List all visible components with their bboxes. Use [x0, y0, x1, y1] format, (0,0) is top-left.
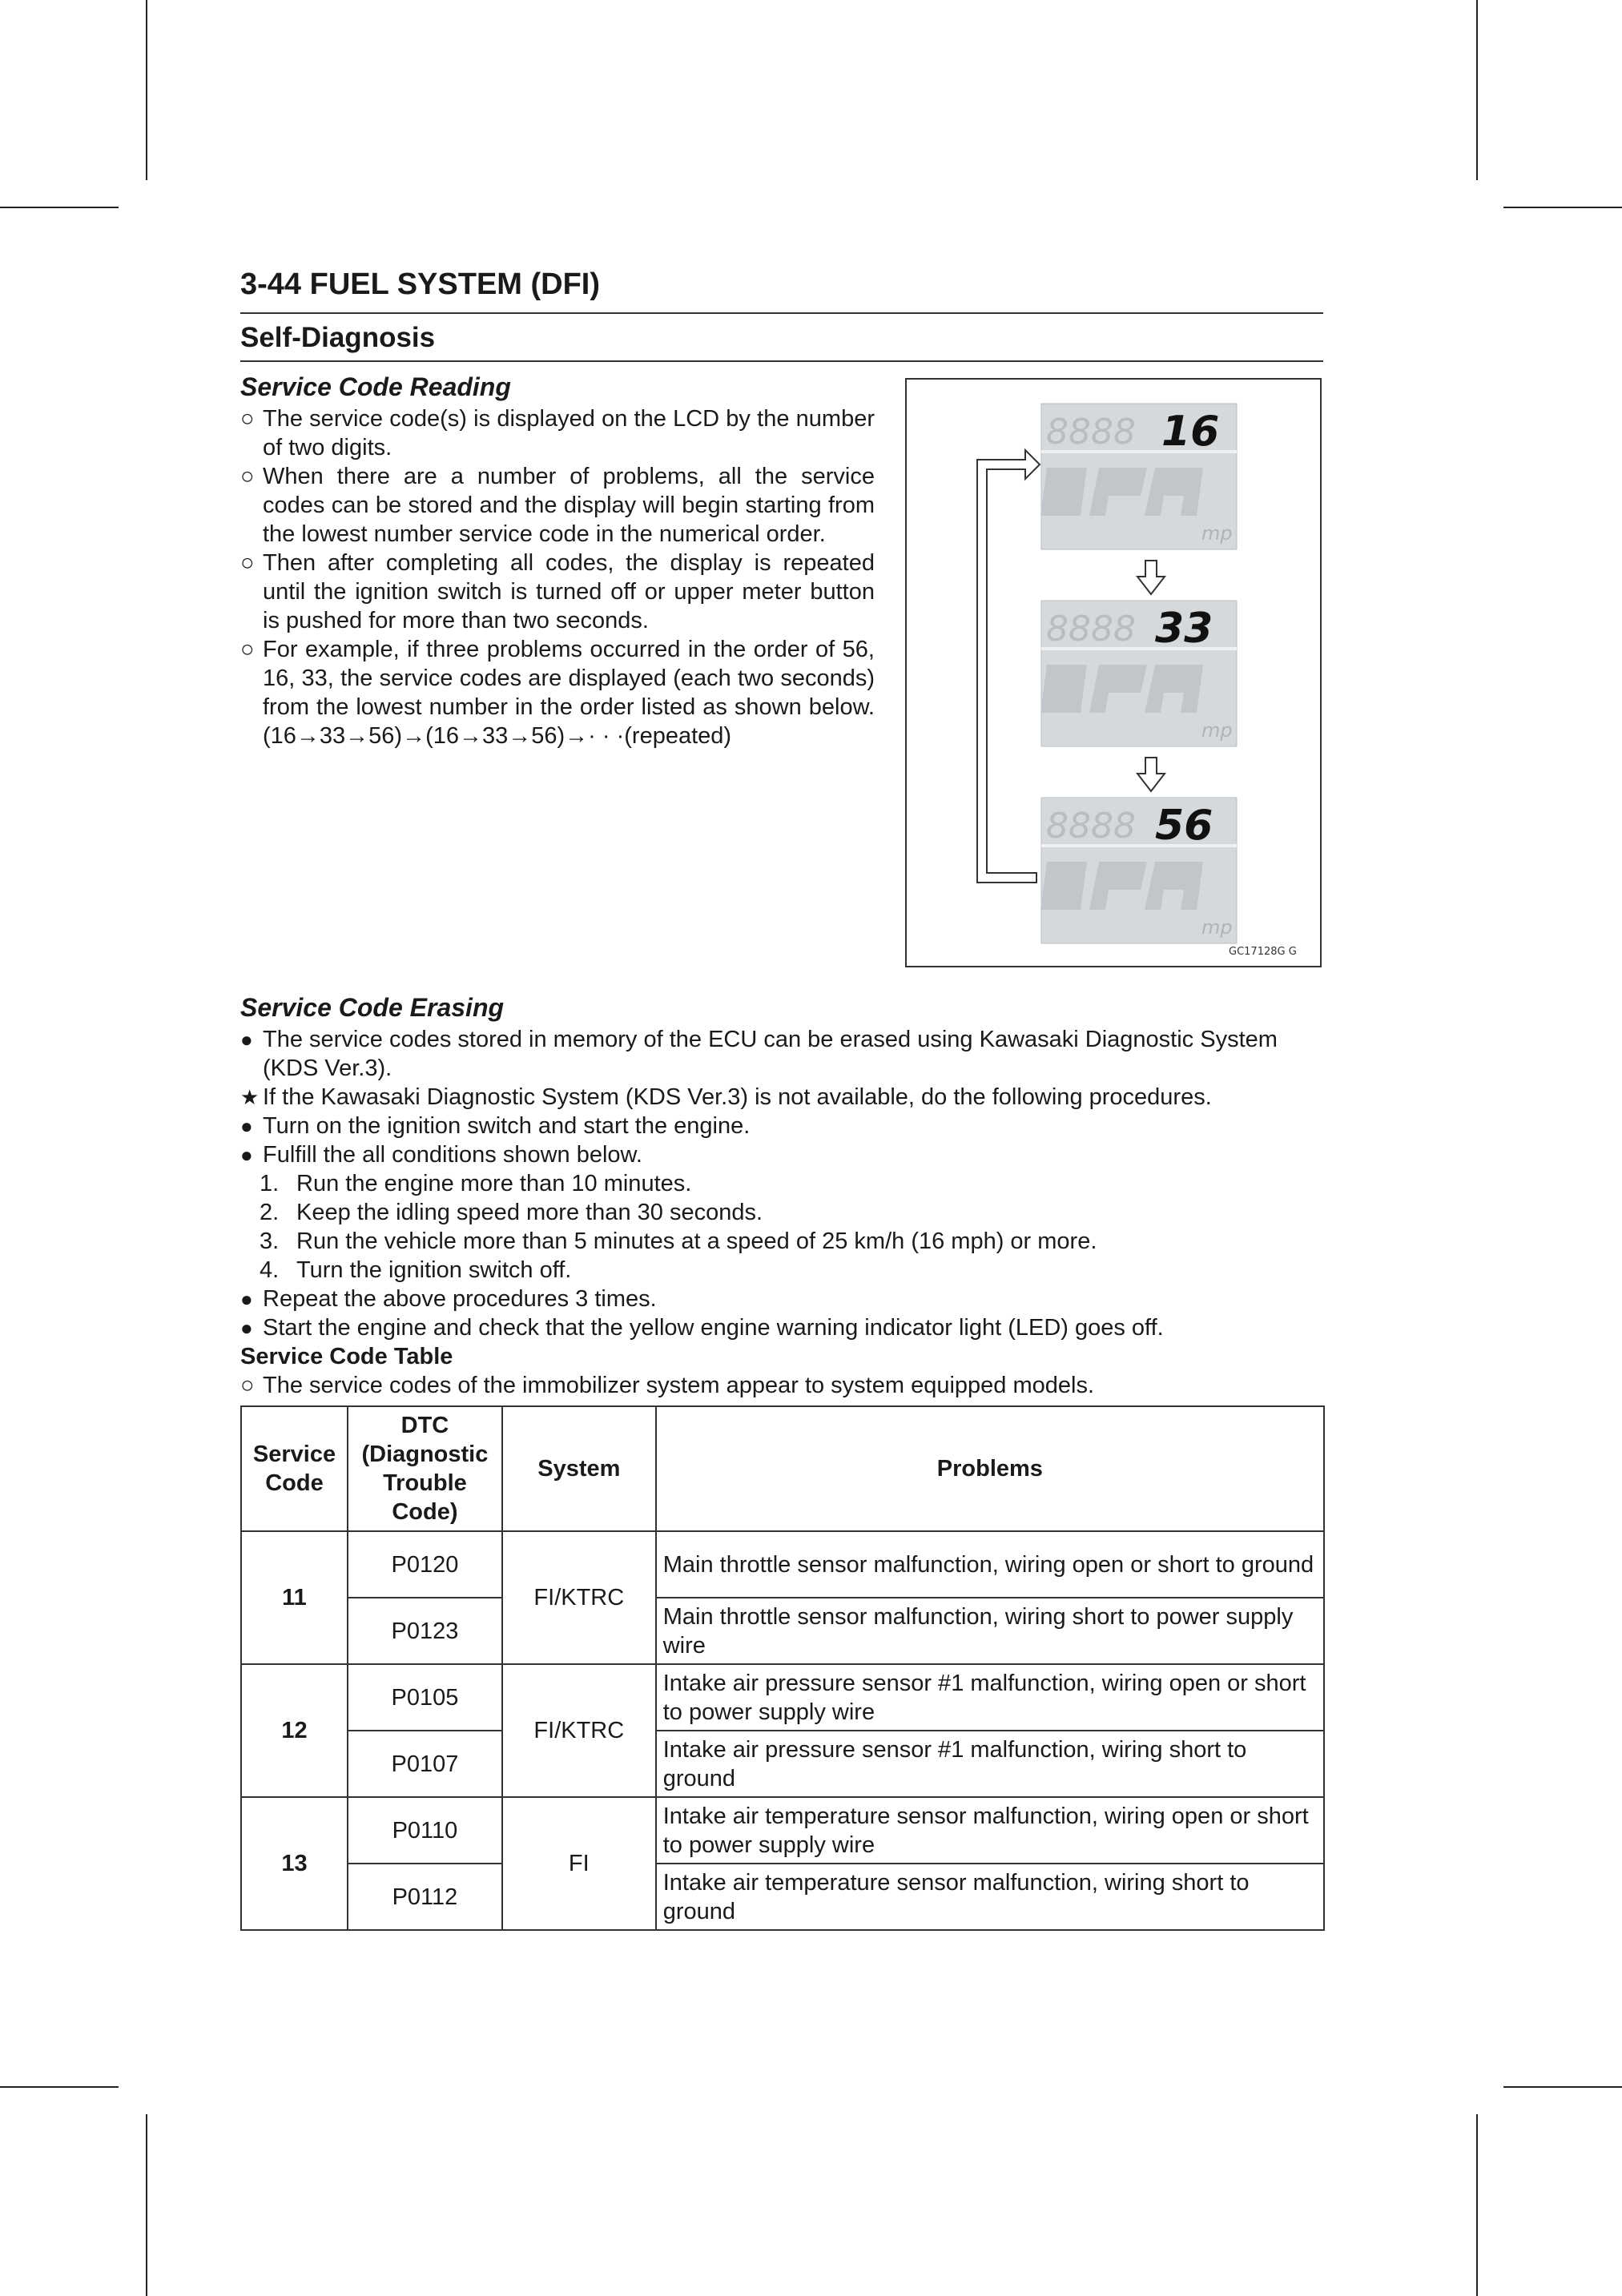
- reading-heading: Service Code Reading: [240, 372, 511, 401]
- service-code-56: 56: [1155, 802, 1213, 850]
- erasing-heading: Service Code Erasing: [240, 993, 505, 1022]
- lcd-panel: [1040, 601, 1237, 746]
- dtc-cell: P0105: [348, 1664, 502, 1731]
- lcd-sequence-figure: [905, 378, 1322, 967]
- list-item: ★ If the Kawasaki Diagnostic System (KDS Ver.3) is not available, do the following procedures.: [240, 1084, 1212, 1110]
- repeat-loop-arrow-icon: [977, 450, 1040, 883]
- down-arrow-icon: [1137, 561, 1165, 594]
- service-code-cell: 11: [241, 1531, 348, 1664]
- chapter-title: 3-44 FUEL SYSTEM (DFI): [240, 264, 1323, 314]
- lcd-panel: [1040, 798, 1237, 943]
- system-cell: FI/KTRC: [502, 1531, 656, 1664]
- page-header: [240, 264, 1323, 362]
- column-header: Problems: [656, 1406, 1324, 1531]
- svg-text:mp: mp: [1201, 522, 1233, 545]
- problem-cell: Main throttle sensor malfunction, wiring short to power supply wire: [656, 1598, 1324, 1664]
- down-arrow-icon: [1137, 758, 1165, 791]
- dtc-cell: P0112: [348, 1864, 502, 1930]
- table-heading: Service Code Table: [240, 1344, 453, 1369]
- crop-mark: [0, 2086, 119, 2088]
- list-item: ● Fulfill the all conditions shown below.: [240, 1142, 642, 1168]
- list-item: ● The service codes stored in memory of the ECU can be erased using Kawasaki Diagnostic System (KDS Ver.3).: [240, 1027, 1278, 1081]
- list-item: ● Start the engine and check that the yellow engine warning indicator light (LED) goes off.: [240, 1315, 1164, 1341]
- reading-paragraph: ○ Then after completing all codes, the display is repeated until the ignition switch is turned off or upper meter button is pushed for more than two seconds.: [240, 550, 875, 633]
- system-cell: FI: [502, 1797, 656, 1930]
- svg-text:8888: 8888: [1046, 609, 1136, 649]
- service-code-table: [240, 1405, 1325, 1931]
- numbered-step: 4. Turn the ignition switch off.: [260, 1257, 572, 1283]
- dtc-cell: P0107: [348, 1731, 502, 1797]
- table-row: [241, 1598, 1324, 1664]
- numbered-step: 2. Keep the idling speed more than 30 seconds.: [260, 1200, 763, 1225]
- crop-mark: [1503, 207, 1622, 208]
- numbered-step: 1. Run the engine more than 10 minutes.: [260, 1171, 692, 1196]
- table-header-row: [241, 1406, 1324, 1531]
- crop-mark: [146, 0, 147, 180]
- crop-mark: [146, 2114, 147, 2296]
- lcd-sequence-diagram: [907, 380, 1320, 966]
- figure-code: GC17128G G: [1229, 946, 1297, 958]
- table-row: [241, 1531, 1324, 1598]
- service-code-cell: 13: [241, 1797, 348, 1930]
- column-header: DTC (Diagnostic Trouble Code): [348, 1406, 502, 1531]
- crop-mark: [1503, 2086, 1622, 2088]
- table-row: [241, 1797, 1324, 1864]
- svg-text:8888: 8888: [1046, 412, 1136, 452]
- problem-cell: Main throttle sensor malfunction, wiring open or short to ground: [656, 1531, 1324, 1598]
- table-note: ○ The service codes of the immobilizer system appear to system equipped models.: [240, 1373, 1095, 1398]
- dtc-cell: P0123: [348, 1598, 502, 1664]
- svg-text:8888: 8888: [1046, 806, 1136, 846]
- reading-paragraph: ○ The service code(s) is displayed on the LCD by the number of two digits.: [240, 406, 875, 460]
- reading-paragraph: ○ For example, if three problems occurred in the order of 56, 16, 33, the service codes are displayed (each two seconds) from the lowest number in the order listed as shown below. (16→33→56)→(16→33→56)→· · ·(repeated): [240, 637, 875, 749]
- system-cell: FI/KTRC: [502, 1664, 656, 1797]
- table-row: [241, 1731, 1324, 1797]
- service-code-33: 33: [1155, 605, 1213, 653]
- svg-text:mp: mp: [1201, 719, 1233, 742]
- crop-mark: [1476, 0, 1478, 180]
- erasing-section: [240, 991, 1323, 1400]
- dtc-cell: P0110: [348, 1797, 502, 1864]
- column-header: Service Code: [241, 1406, 348, 1531]
- column-header: System: [502, 1406, 656, 1531]
- problem-cell: Intake air pressure sensor #1 malfunction, wiring short to ground: [656, 1731, 1324, 1797]
- crop-mark: [0, 207, 119, 208]
- table-row: [241, 1864, 1324, 1930]
- lcd-panel: [1040, 404, 1237, 549]
- problem-cell: Intake air temperature sensor malfunction, wiring open or short to power supply wire: [656, 1797, 1324, 1864]
- problem-cell: Intake air pressure sensor #1 malfunction, wiring open or short to power supply wire: [656, 1664, 1324, 1731]
- service-code-16: 16: [1161, 408, 1220, 456]
- list-item: ● Turn on the ignition switch and start the engine.: [240, 1113, 751, 1139]
- section-title: Self-Diagnosis: [240, 314, 1323, 362]
- dtc-cell: P0120: [348, 1531, 502, 1598]
- table-row: [241, 1664, 1324, 1731]
- numbered-step: 3. Run the vehicle more than 5 minutes at a speed of 25 km/h (16 mph) or more.: [260, 1228, 1097, 1254]
- list-item: ● Repeat the above procedures 3 times.: [240, 1286, 657, 1312]
- problem-cell: Intake air temperature sensor malfunction, wiring short to ground: [656, 1864, 1324, 1930]
- svg-text:mp: mp: [1201, 916, 1233, 939]
- reading-paragraph: ○ When there are a number of problems, all the service codes can be stored and the display will begin starting from the lowest number service code in the numerical order.: [240, 464, 875, 547]
- crop-mark: [1476, 2114, 1478, 2296]
- reading-text: [240, 404, 875, 750]
- service-code-cell: 12: [241, 1664, 348, 1797]
